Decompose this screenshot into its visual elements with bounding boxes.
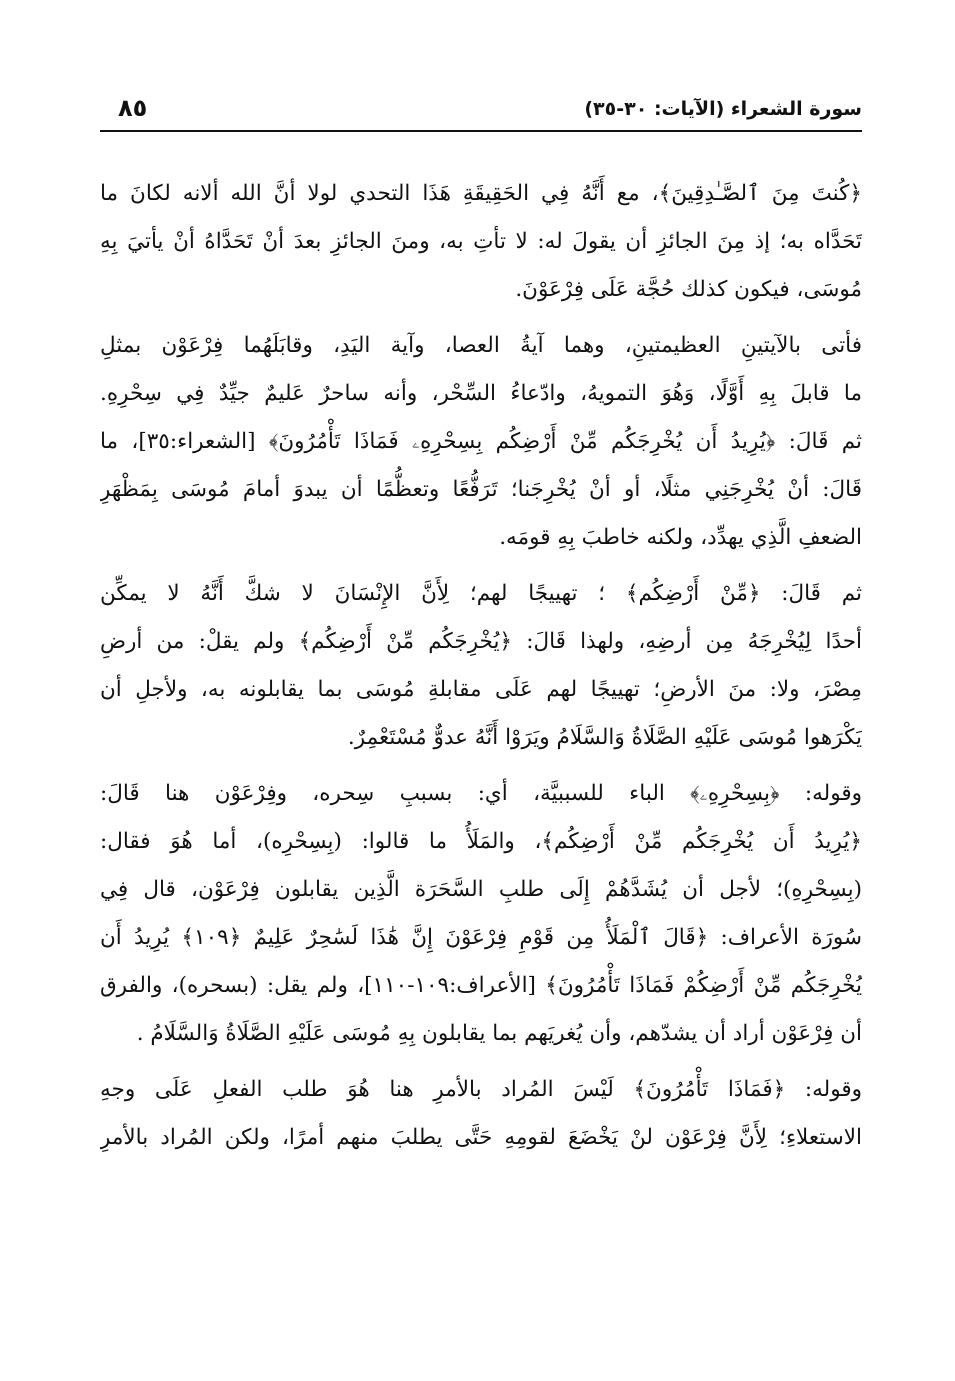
paragraph — [100, 1066, 862, 1162]
text-line: ﴿يُرِيدُ أَن يُخْرِجَكُم مِّنْ أَرْضِكُم﴾، والمَلَأُ ما قالوا: (بِسِحْرِه)، أما هُوَ فقال: — [100, 829, 862, 854]
paragraph — [100, 170, 862, 314]
text-line: يُخْرِجَكُم مِّنْ أَرْضِكُمْ فَمَاذَا تَأْمُرُونَ﴾ [الأعراف:١٠٩-١١٠]، ولم يقل: (بسحره)، والفرق — [100, 973, 862, 998]
text-line: ﴿كُنتَ مِنَ ٱلصَّـٰدِقِينَ﴾، مع أَنَّهُ فِي الحَقِيقَةِ هَذَا التحدي لولا أنَّ الله ألانه لكانَ ما — [100, 181, 862, 206]
text-line: سُورَة الأعراف: ﴿قَالَ ٱلْمَلَأُ مِن قَوْمِ فِرْعَوْنَ إِنَّ هَٰذَا لَسَٰحِرٌ عَلِيمٌ ﴿١٠٩﴾ يُرِيدُ أَن — [100, 925, 862, 950]
running-title: سورة الشعراء (الآيات: ٣٠-٣٥) — [584, 98, 862, 120]
page-body — [100, 170, 862, 1170]
header-rule — [100, 130, 862, 132]
text-line: ثم قَالَ: ﴿مِّنْ أَرْضِكُم﴾ ؛ تهييجًا لهم؛ لِأَنَّ الإِنْسَانَ لا شكَّ أَنَّهُ لا يمكِّن — [100, 581, 862, 606]
page-header — [100, 94, 862, 128]
text-line: مِصْرَ، ولا: منَ الأرضِ؛ تهييجًا لهم عَلَى مقابلةِ مُوسَى بما يقابلونه به، ولأجلِ أن — [100, 677, 862, 702]
text-line: أحدًا لِيُخْرِجَهُ مِن أرضِهِ، ولهذا قَالَ: ﴿يُخْرِجَكُم مِّنْ أَرْضِكُم﴾ ولم يقلْ: من أرضِ — [100, 629, 862, 654]
text-line: قَالَ: أنْ يُخْرِجَنِي مثلًا، أو أنْ يُخْرِجَنا؛ تَرَفُّعًا وتعظُّمًا أن يبدوَ أمامَ مُوسَى بِمَظْهَرِ — [100, 477, 862, 502]
page-number: ٨٥ — [118, 94, 148, 122]
text-line: مُوسَى، فيكون كذلك حُجَّة عَلَى فِرْعَوْنَ. — [515, 277, 862, 302]
text-line: أن فِرْعَوْن أراد أن يشدّهم، وأن يُغريَهم بما يقابلون بِهِ مُوسَى عَلَيْهِ الصَّلَاةُ وَالسَّلَامُ . — [136, 1021, 862, 1046]
text-line: وقوله: ﴿فَمَاذَا تَأْمُرُونَ﴾ لَيْسَ المُراد بالأمرِ هنا هُوَ طلب الفعلِ عَلَى وجهِ — [100, 1077, 862, 1102]
text-line: الضعفِ الَّذِي يهدِّد، ولكنه خاطبَ بِهِ قومَه. — [499, 525, 862, 550]
paragraph — [100, 570, 862, 762]
text-line: (بِسِحْرِهِ)؛ لأجل أن يُشَدَّهُمْ إِلَى طلبِ السَّحَرَة الَّذِين يقابلون فِرْعَوْن، قال فِي — [100, 877, 862, 902]
text-line: يَكْرَهوا مُوسَى عَلَيْهِ الصَّلَاةُ وَالسَّلَامُ ويَرَوْا أَنَّهُ عدوٌّ مُسْتَعْمِرٌ. — [347, 725, 862, 750]
text-line: فأتى بالآيتينِ العظيمتينِ، وهما آيةُ العصا، وآية اليَدِ، وقابَلَهُما فِرْعَوْن بمثلِ — [100, 333, 862, 358]
text-line: وقوله: ﴿بِسِحْرِهِۦ﴾ الباء للسببيَّة، أي: بسببِ سِحره، وفِرْعَوْن هنا قَالَ: — [100, 781, 862, 806]
text-line: تَحَدَّاه به؛ إذ مِنَ الجائزِ أن يقولَ له: لا تأتِ به، ومنَ الجائزِ بعدَ أنْ تَحَدَّاهُ أنْ يأتيَ بِهِ — [100, 229, 862, 254]
paragraph — [100, 322, 862, 562]
paragraph — [100, 770, 862, 1058]
text-line: ثم قَالَ: ﴿يُرِيدُ أَن يُخْرِجَكُم مِّنْ أَرْضِكُم بِسِحْرِهِۦ فَمَاذَا تَأْمُرُونَ﴾ [الشعراء:٣٥]، ما — [100, 429, 862, 454]
text-line: ما قابلَ بِهِ أَوَّلًا، وَهُوَ التمويهُ، وادّعاءُ السِّحْر، وأنه ساحرٌ عَليمٌ جيِّدٌ فِي سِحْرِهِ. — [100, 381, 862, 406]
text-line: الاستعلاءِ؛ لِأَنَّ فِرْعَوْن لنْ يَخْضَعَ لقومِهِ حَتَّى يطلبَ منهم أمرًا، ولكن المُراد بالأمرِ — [100, 1125, 862, 1150]
